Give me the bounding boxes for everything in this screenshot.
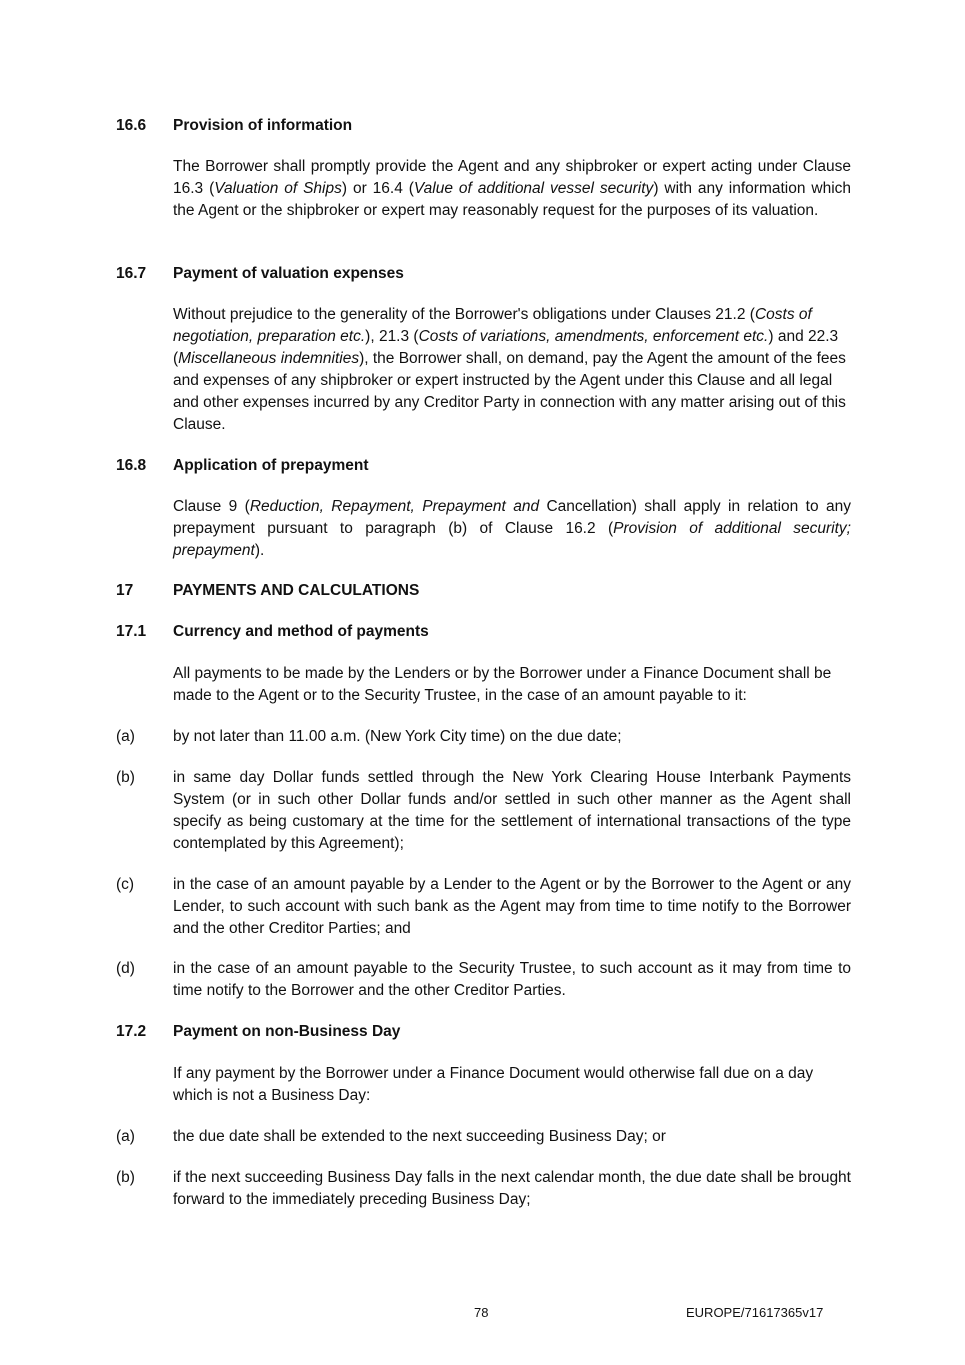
list-item-label: (b) — [116, 1169, 135, 1186]
section-number: 17.2 — [116, 1023, 147, 1040]
section-title: Application of prepayment — [173, 457, 369, 474]
section-title: Provision of information — [173, 117, 353, 134]
list-item-text: in the case of an amount payable by a Lender to the Agent or by the Borrower to the Agent or any Lender, to such account with such bank as the Agent may from time to time notify to the Borrower and the other Creditor Parties; and — [173, 876, 851, 937]
section-16-7-paragraph: Without prejudice to the generality of the Borrower's obligations under Clauses 21.2 (Costs of negotiation, preparation etc.), 21.3 (Costs of variations, amendments, enforcement etc.) and 22.3 (Miscellaneous indemnities), the Borrower shall, on demand, pay the Agent the amount of the fees and expenses of any shipbroker or expert instructed by the Agent under this Clause and all legal and other expenses incurred by any Creditor Party in connection with any matter arising out of this Clause. — [173, 306, 846, 433]
section-17-2-intro: If any payment by the Borrower under a Finance Document would otherwise fall due on a day which is not a Business Day: — [173, 1065, 814, 1104]
list-item-text: if the next succeeding Business Day falls in the next calendar month, the due date shall be brought forward to the immediately preceding Business Day; — [173, 1169, 851, 1208]
section-title: Payment of valuation expenses — [173, 265, 404, 282]
list-item-text: in same day Dollar funds settled through the New York Clearing House Interbank Payments System (or in such other Dollar funds and/or settled in such other manner as the Agent shall specify as being customary at the time for the settlement of international transactions of the type contemplated by this Agreement); — [173, 769, 851, 852]
list-item-text: in the case of an amount payable to the Security Trustee, to such account as it may from time to time notify to the Borrower and the other Creditor Parties. — [173, 960, 851, 999]
list-item-text: by not later than 11.00 a.m. (New York City time) on the due date; — [173, 728, 622, 745]
section-number: 16.7 — [116, 265, 147, 282]
section-number: 17.1 — [116, 623, 147, 640]
list-item-label: (b) — [116, 769, 135, 786]
section-number: 16.6 — [116, 117, 147, 134]
document-reference: EUROPE/71617365v17 — [686, 1305, 824, 1320]
section-title: Currency and method of payments — [173, 623, 429, 640]
list-item-text: the due date shall be extended to the next succeeding Business Day; or — [173, 1128, 666, 1145]
list-item-label: (a) — [116, 728, 135, 745]
section-16-6-paragraph: The Borrower shall promptly provide the Agent and any shipbroker or expert acting under Clause 16.3 (Valuation of Ships) or 16.4 (Value of additional vessel security) with any information which the Agent or the shipbroker or expert may reasonably request for the purposes of its valuation. — [173, 158, 852, 219]
clause-title: PAYMENTS AND CALCULATIONS — [173, 582, 420, 599]
section-number: 16.8 — [116, 457, 147, 474]
page-number: 78 — [474, 1305, 489, 1320]
section-16-8-paragraph: Clause 9 (Reduction, Repayment, Prepayment and Cancellation) shall apply in relation to any prepayment pursuant to paragraph (b) of Clause 16.2 (Provision of additional security; prepayment). — [173, 498, 851, 559]
list-item-label: (d) — [116, 960, 135, 977]
list-item-label: (a) — [116, 1128, 135, 1145]
clause-number: 17 — [116, 582, 134, 599]
list-item-label: (c) — [116, 876, 135, 893]
section-17-1-intro: All payments to be made by the Lenders or by the Borrower under a Finance Document shall be made to the Agent or to the Security Trustee, in the case of an amount payable to it: — [173, 665, 832, 704]
section-title: Payment on non-Business Day — [173, 1023, 401, 1040]
